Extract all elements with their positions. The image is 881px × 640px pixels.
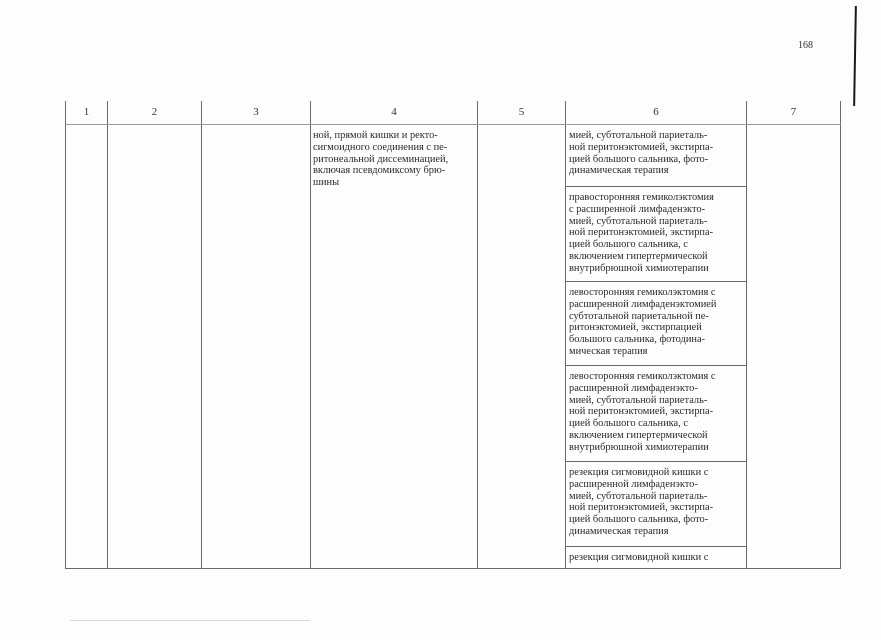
col-divider-5-6 xyxy=(565,101,566,569)
col-divider-3-4 xyxy=(310,101,311,569)
column-header-6: 6 xyxy=(653,106,659,118)
col6-row-separator xyxy=(565,546,747,547)
column-header-5: 5 xyxy=(518,106,525,118)
col6-row-separator xyxy=(565,186,747,187)
column-header-7: 7 xyxy=(790,106,797,118)
diagnosis-cell: ной, прямой кишки и ректо- сигмоидного соединения с пе- ритонеальной диссеминацией, включая псевдомиксому брю- шины xyxy=(313,130,449,189)
table-border-left xyxy=(65,101,66,569)
treatment-cell: правосторонняя гемиколэктомия с расширенной лимфаденэкто- мией, субтотальной париеталь- ной перитонэктомией, экстирпа- цией большого сальника, с включением гипертермической внутрибрюшной химиотерапии xyxy=(569,192,714,274)
column-header-2: 2 xyxy=(151,106,158,118)
scan-artifact xyxy=(70,620,310,621)
table-border-bottom xyxy=(65,568,841,569)
table-border-right xyxy=(840,101,841,569)
col-divider-2-3 xyxy=(201,101,202,569)
treatment-cell: левосторонняя гемиколэктомия с расширенной лимфаденэкто- мией, субтотальной париеталь- ной перитонэктомией, экстирпа- цией большого сальника, с включением гипертермической внутрибрюшной химиотерапии xyxy=(569,371,716,453)
col6-row-separator xyxy=(565,365,747,366)
col6-row-separator xyxy=(565,461,747,462)
treatment-cell: мией, субтотальной париеталь- ной перитонэктомией, экстирпа- цией большого сальника, фото- динамическая терапия xyxy=(569,130,714,177)
col-divider-1-2 xyxy=(107,101,108,569)
page-number: 168 xyxy=(798,40,813,51)
header-separator xyxy=(65,124,841,125)
treatment-cell: левосторонняя гемиколэктомия с расширенной лимфаденэктомией субтотальной париетальной пе- ритонэктомией, экстирпацией большого сальника, фотодина- мическая терапия xyxy=(569,287,717,357)
treatment-cell: резекция сигмовидной кишки с расширенной лимфаденэкто- мией, субтотальной париеталь- ной перитонэктомией, экстирпа- цией большого сальника, фото- динамическая терапия xyxy=(569,467,714,537)
treatment-cell: резекция сигмовидной кишки с xyxy=(569,552,709,563)
column-header-3: 3 xyxy=(253,106,259,118)
column-header-1: 1 xyxy=(83,106,90,118)
col6-row-separator xyxy=(565,281,747,282)
column-header-4: 4 xyxy=(391,106,397,118)
